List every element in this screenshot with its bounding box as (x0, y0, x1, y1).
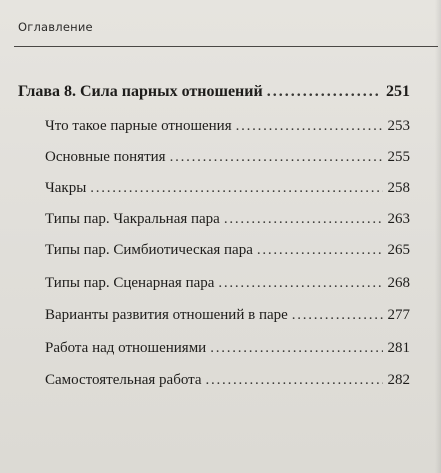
toc-entry-title: Варианты развития отношений в паре (45, 307, 288, 323)
toc-page-number: 268 (387, 275, 410, 291)
page-edge-shadow (435, 0, 441, 473)
toc-entry (45, 275, 410, 292)
toc-page-number: 255 (387, 149, 410, 165)
toc-dot-leader (170, 149, 383, 166)
toc-entry (45, 118, 410, 135)
toc-entry (45, 242, 410, 259)
toc-entry-title: Работа над отношениями (45, 340, 207, 356)
toc-dot-leader (292, 307, 383, 324)
toc-entry-title: Основные понятия (45, 149, 166, 165)
toc-dot-leader (257, 242, 383, 259)
toc-dot-leader (90, 180, 382, 197)
toc-entry (45, 149, 410, 166)
toc-entry (45, 180, 410, 197)
toc-page-number: 263 (387, 211, 410, 227)
toc-dot-leader (206, 372, 383, 389)
toc-chapter-title: Глава 8. Сила парных отношений (18, 83, 263, 100)
toc-dot-leader (267, 83, 381, 101)
toc-entry (45, 211, 410, 228)
toc-page-number: 258 (387, 180, 410, 196)
toc-entry-title: Что такое парные отношения (45, 118, 232, 134)
toc-entry (45, 372, 410, 389)
toc-dot-leader (218, 275, 382, 292)
header-rule (14, 46, 438, 47)
toc-entry (45, 340, 410, 357)
toc-page-number: 253 (387, 118, 410, 134)
toc-dot-leader (224, 211, 383, 228)
toc-dot-leader (210, 340, 382, 357)
toc-page-number: 282 (387, 372, 410, 388)
toc-page-number: 281 (387, 340, 410, 356)
toc-entry (45, 307, 410, 324)
toc-dot-leader (236, 118, 383, 135)
toc-entry-title: Самостоятельная работа (45, 372, 202, 388)
running-head: Оглавление (18, 20, 93, 34)
toc-page-number: 265 (387, 242, 410, 258)
toc-entry-title: Типы пар. Чакральная пара (45, 211, 220, 227)
toc-entry-title: Чакры (45, 180, 87, 196)
toc-page-number: 277 (387, 307, 410, 323)
toc-entry-title: Типы пар. Симбиотическая пара (45, 242, 253, 258)
toc-chapter-entry (18, 83, 410, 101)
toc-page-number: 251 (386, 83, 410, 100)
toc-entry-title: Типы пар. Сценарная пара (45, 275, 215, 291)
